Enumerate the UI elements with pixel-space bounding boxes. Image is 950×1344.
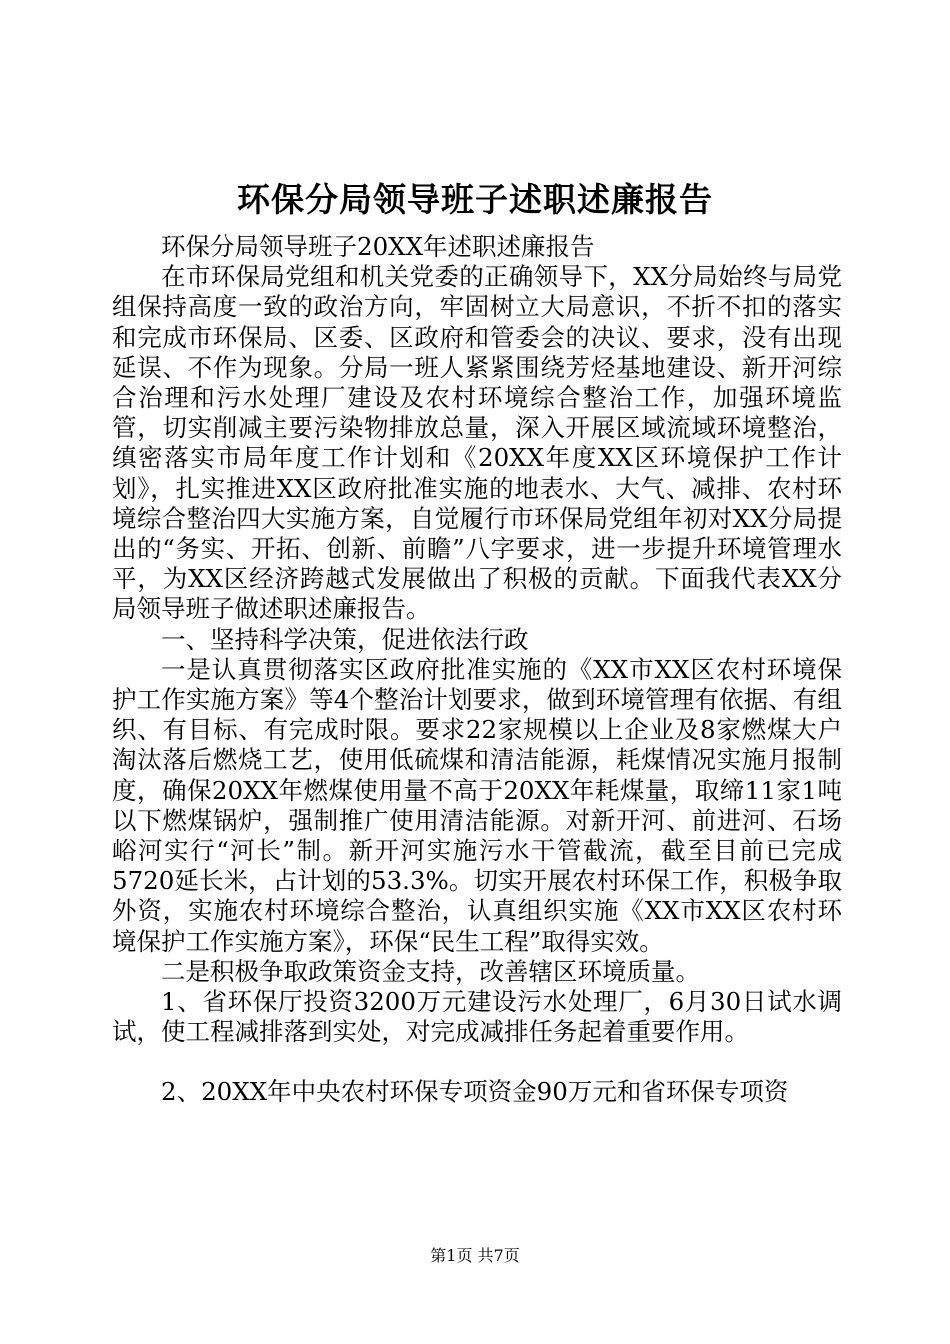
paragraph-intro: 在市环保局党组和机关党委的正确领导下，XX分局始终与局党组保持高度一致的政治方向，牢固树立大局意识，不折不扣的落实和完成市环保局、区委、区政府和管委会的决议、要求，没有出现延误、不作为现象。分局一班人紧紧围绕芳烃基地建设、新开河综合治理和污水处理厂建设及农村环境综合整治工作，加强环境监管，切实削减主要污染物排放总量，深入开展区域流域环境整治，缜密落实市局年度工作计划和《20XX年度XX区环境保护工作计划》，扎实推进XX区政府批准实施的地表水、大气、减排、农村环境综合整治四大实施方案，自觉履行市环保局党组年初对XX分局提出的“务实、开拓、创新、前瞻”八字要求，进一步提升环境管理水平，为XX区经济跨越式发展做出了积极的贡献。下面我代表XX分局领导班子做述职述廉报告。 [112, 262, 842, 624]
paragraph-subitem-1: 1、省环保厅投资3200万元建设污水处理厂，6月30日试水调试，使工程减排落到实处，对完成减排任务起着重要作用。 [112, 987, 842, 1047]
paragraph-subitem-2: 2、20XX年中央农村环保专项资金90万元和省环保专项资 [161, 1077, 789, 1107]
paragraph-item-2: 二是积极争取政策资金支持，改善辖区环境质量。 [161, 956, 700, 986]
document-body [112, 232, 842, 1108]
page-number-footer: 第1页 共7页 [430, 1246, 520, 1265]
section-heading-1: 一、坚持科学决策，促进依法行政 [161, 624, 529, 654]
document-title: 环保分局领导班子述职述廉报告 [237, 180, 713, 219]
report-subtitle: 环保分局领导班子20XX年述职述廉报告 [161, 232, 595, 261]
paragraph-item-1: 一是认真贯彻落实区政府批准实施的《XX市XX区农村环境保护工作实施方案》等4个整治计划要求，做到环境管理有依据、有组织、有目标、有完成时限。要求22家规模以上企业及8家燃煤大户淘汰落后燃烧工艺，使用低硫煤和清洁能源，耗煤情况实施月报制度，确保20XX年燃煤使用量不高于20XX年耗煤量，取缔11家1吨以下燃煤锅炉，强制推广使用清洁能源。对新开河、前进河、石场峪河实行“河长”制。新开河实施污水干管截流，截至目前已完成5720延长米，占计划的53.3%。切实开展农村环保工作，积极争取外资，实施农村环境综合整治，认真组织实施《XX市XX区农村环境保护工作实施方案》，环保“民生工程”取得实效。 [112, 654, 842, 956]
